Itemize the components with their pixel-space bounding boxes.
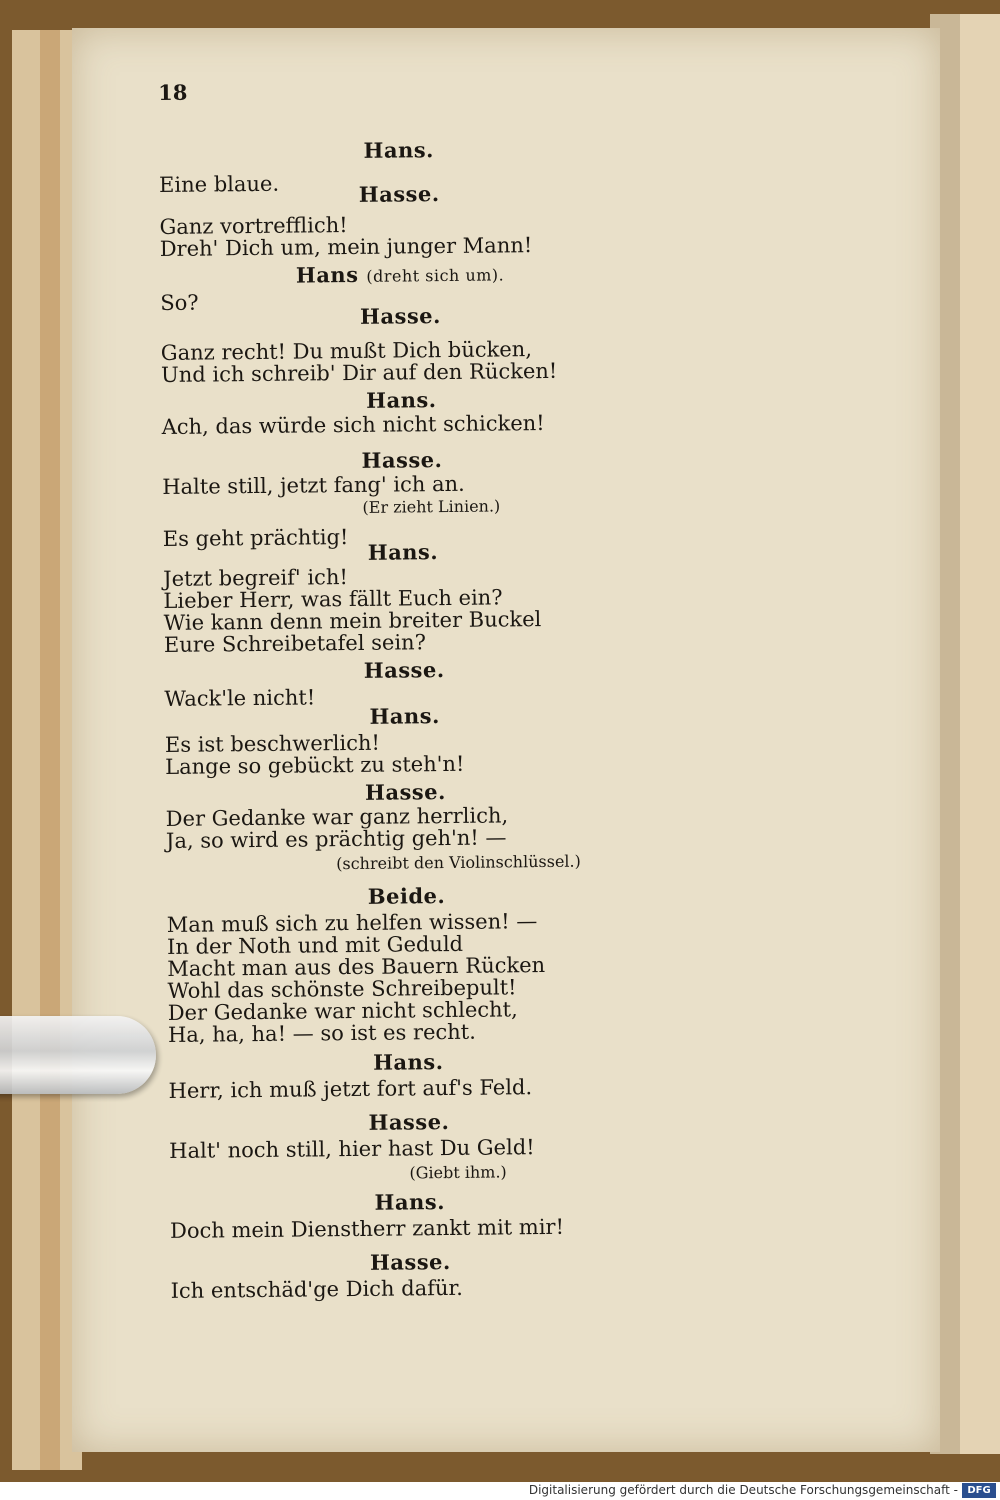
speaker-heading: Hans. (372, 1049, 444, 1075)
verse-line: Wack'le nicht! (164, 685, 316, 711)
speaker-heading: Hasse. (364, 779, 446, 805)
stage-direction: (schreibt den Violinschlüssel.) (336, 851, 581, 874)
verse-line: Ach, das würde sich nicht schicken! (161, 410, 545, 439)
stage-direction: (Giebt ihm.) (409, 1162, 507, 1183)
verse-line: Halte still, jetzt fang' ich an. (162, 471, 465, 499)
speaker-heading: Hasse. (369, 1248, 451, 1275)
verse-line: Halt' noch still, hier hast Du Geld! (169, 1135, 535, 1163)
speaker-heading: Hasse. (358, 181, 440, 207)
verse-line: Eine blaue. (158, 171, 280, 197)
verse-line: Ich entschäd'ge Dich dafür. (170, 1275, 463, 1303)
stage-direction: (dreht sich um). (366, 265, 505, 286)
funding-notice: Digitalisierung gefördert durch die Deutsche Forschungsgemeinschaft - (528, 1483, 958, 1497)
speaker-heading: Hans. (366, 387, 437, 413)
speaker-heading: Hasse. (361, 447, 443, 473)
verse-line: Ja, so wird es prächtig geh'n! — (165, 825, 507, 853)
verse-line: Jetzt begreif' ich! (163, 565, 348, 591)
verse-line: Wie kann denn mein breiter Buckel (163, 607, 542, 635)
verse-line: Doch mein Dienstherr zankt mit mir! (169, 1214, 565, 1243)
speaker-heading: Hasse. (359, 303, 441, 329)
speaker-heading: Hans. (374, 1189, 446, 1215)
speaker-heading: Hans. (369, 703, 440, 729)
digitization-footer (0, 1482, 1000, 1500)
speaker-heading: Hans. (363, 137, 435, 163)
verse-line: Und ich schreib' Dir auf den Rücken! (160, 358, 558, 387)
dfg-logo: DFG (962, 1483, 996, 1498)
verse-line: Ganz vortrefflich! (159, 213, 348, 239)
verse-line: Dreh' Dich um, mein junger Mann! (159, 233, 533, 261)
page-holder-clip (0, 1016, 156, 1094)
verse-line: Lieber Herr, was fällt Euch ein? (163, 585, 503, 613)
verse-line: Macht man aus des Bauern Rücken (167, 952, 546, 981)
verse-line: Es geht prächtig! (162, 525, 349, 551)
verse-line: Eure Schreibetafel sein? (163, 630, 427, 657)
page-number: 18 (158, 79, 188, 105)
speaker-heading: Hasse. (363, 657, 445, 683)
verse-line: In der Noth und mit Geduld (166, 931, 464, 959)
verse-line: Der Gedanke war nicht schlecht, (167, 997, 518, 1025)
verse-line: Der Gedanke war ganz herrlich, (165, 803, 509, 831)
speaker-heading: Hasse. (368, 1109, 450, 1135)
speaker-name: Hans (295, 261, 359, 288)
verse-line: Es ist beschwerlich! (164, 730, 380, 757)
verse-line: Ganz recht! Du mußt Dich bücken, (160, 337, 533, 365)
verse-line: So? (160, 290, 199, 315)
verse-line: Lange so gebückt zu steh'n! (165, 751, 465, 779)
speaker-heading: Hans. (367, 539, 439, 565)
speaker-heading (160, 259, 640, 289)
speaker-heading: Beide. (367, 883, 446, 909)
stage-direction: (Er zieht Linien.) (362, 496, 501, 517)
verse-line: Ha, ha, ha! — so ist es recht. (167, 1019, 476, 1047)
book-cover-edge (40, 30, 60, 1470)
verse-line: Man muß sich zu helfen wissen! — (166, 909, 538, 937)
verse-line: Herr, ich muß jetzt fort auf's Feld. (168, 1075, 533, 1103)
verse-line: Wohl das schönste Schreibepult! (167, 975, 517, 1003)
